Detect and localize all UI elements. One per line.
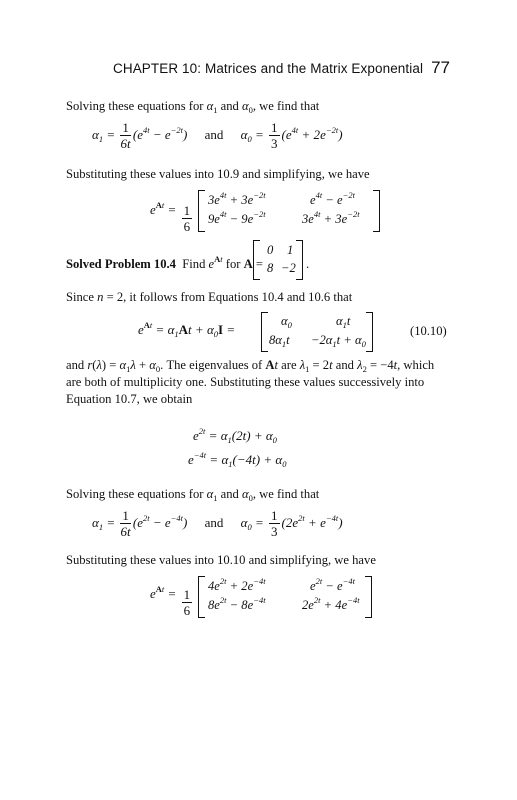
paragraph-4: and $r(\lambda) = \alpha_1\lambda + \alpha_0$. The eigenvalues of At are $\lambda_1 = 2t$ and $\lambda_2 = -4t$, which are both of multiplicity one. Substituting these values successively into Equation 10.7, we obtain bbox=[66, 358, 435, 406]
page-number: 77 bbox=[431, 58, 450, 77]
solved-problem-label: Solved Problem 10.4 bbox=[66, 257, 176, 271]
page-header bbox=[60, 58, 450, 78]
matrix-A: 0 1 8 −2 bbox=[253, 240, 303, 280]
equation-alpha-solution-2: $\alpha_1$ = $\frac{1}{6t}$ $(e^{2t} - e^{-4t})$ and $\alpha_0$ = $\frac{1}{3}$ $(2e^{2t} + e^{-4t})$ bbox=[92, 508, 343, 539]
equation-exp-at-2-lhs: $e^{At}$ = $\frac{1}{6}$ bbox=[150, 583, 191, 618]
solved-problem-statement: Solved Problem 10.4 Find $e^{At}$ for A = bbox=[66, 254, 263, 271]
paragraph-3: Since n = 2, it follows from Equations 10.4 and 10.6 that bbox=[66, 290, 353, 304]
matrix-exp-at-2: $4e^{2t} + 2e^{-4t}$ $e^{2t} - e^{-4t}$ $8e^{2t} - 8e^{-4t}$ $2e^{2t} + 4e^{-4t}$ bbox=[198, 576, 372, 618]
paragraph-5: Solving these equations for $\alpha_1$ and $\alpha_0$, we find that bbox=[66, 487, 320, 503]
document-page: CHAPTER 10: Matrices and the Matrix Exponential 77 Solving these equations for $\alpha_1$ and $\alpha_0$, we find that $\alpha_1$ = $\frac{1}{6t}$ $(e^{4t} - e^{-2t})$ and $\alpha_0$ = $\frac{1}{3}$ $(e^{4t} + 2e^{-2t})$ Substituting these values into 10.9 and simplifying, we have $e^{At}$ = $\frac{1}{6}$ $3e^{4t} + 3e^{-2t}$ $e^{4t} - e^{-2t}$ $9e^{4t} - 9e^{-2t}$ $3e^{4t} + 3e^{-2t}$ Solved Problem 10.4 Find $e^{At}$ for A = 0 1 8 −2 . Since n = 2, it follows from Equations 10.4 and 10.6 that $e^{At} = \alpha_1At + \alpha_0I$ = $\alpha_0$ $\alpha_1t$ $8\alpha_1t$ $-2\alpha_1t + \alpha_0$ (10.10) and $r(\lambda) = \alpha_1\lambda + \alpha_0$. The eigenvalues of At are $\lambda_1 = 2t$ and $\lambda_2 = -4t$, which are both of multiplicity one. Substituting these values successively into Equation 10.7, we obtain $e^{2t} = \alpha_1(2t) + \alpha_0$ $e^{-4t} = \alpha_1(-4t) + \alpha_0$ Solving these equations for $\alpha_1$ and $\alpha_0$, we find that $\alpha_1$ = $\frac{1}{6t}$ $(e^{2t} - e^{-4t})$ and $\alpha_0$ = $\frac{1}{3}$ $(2e^{2t} + e^{-4t})$ Substituting these values into 10.10 and simplifying, we have $e^{At}$ = $\frac{1}{6}$ $4e^{2t} + 2e^{-4t}$ $e^{2t} - e^{-4t}$ $8e^{2t} - 8e^{-4t}$ $2e^{2t} + 4e^{-4t}$ bbox=[0, 0, 517, 800]
paragraph-1: Solving these equations for $\alpha_1$ and $\alpha_0$, we find that bbox=[66, 99, 320, 115]
paragraph-2: Substituting these values into 10.9 and simplifying, we have bbox=[66, 167, 370, 181]
matrix-1010: $\alpha_0$ $\alpha_1t$ $8\alpha_1t$ $-2\alpha_1t + \alpha_0$ bbox=[261, 312, 373, 352]
chapter-title: CHAPTER 10: Matrices and the Matrix Exponential bbox=[113, 61, 424, 76]
equation-number-1010: (10.10) bbox=[410, 324, 447, 338]
paragraph-6: Substituting these values into 10.10 and simplifying, we have bbox=[66, 553, 376, 567]
equation-1010-lhs: $e^{At} = \alpha_1At + \alpha_0I$ = bbox=[138, 320, 236, 339]
equation-system-2: $e^{-4t} = \alpha_1(-4t) + \alpha_0$ bbox=[188, 450, 287, 469]
equation-exp-at-1-lhs: $e^{At}$ = $\frac{1}{6}$ bbox=[150, 199, 191, 234]
matrix-exp-at-1: $3e^{4t} + 3e^{-2t}$ $e^{4t} - e^{-2t}$ $9e^{4t} - 9e^{-2t}$ $3e^{4t} + 3e^{-2t}$ bbox=[198, 190, 380, 232]
equation-alpha-solution-1: $\alpha_1$ = $\frac{1}{6t}$ $(e^{4t} - e^{-2t})$ and $\alpha_0$ = $\frac{1}{3}$ $(e^{4t} + 2e^{-2t})$ bbox=[92, 120, 343, 151]
equation-system-1: $e^{2t} = \alpha_1(2t) + \alpha_0$ bbox=[193, 426, 277, 445]
